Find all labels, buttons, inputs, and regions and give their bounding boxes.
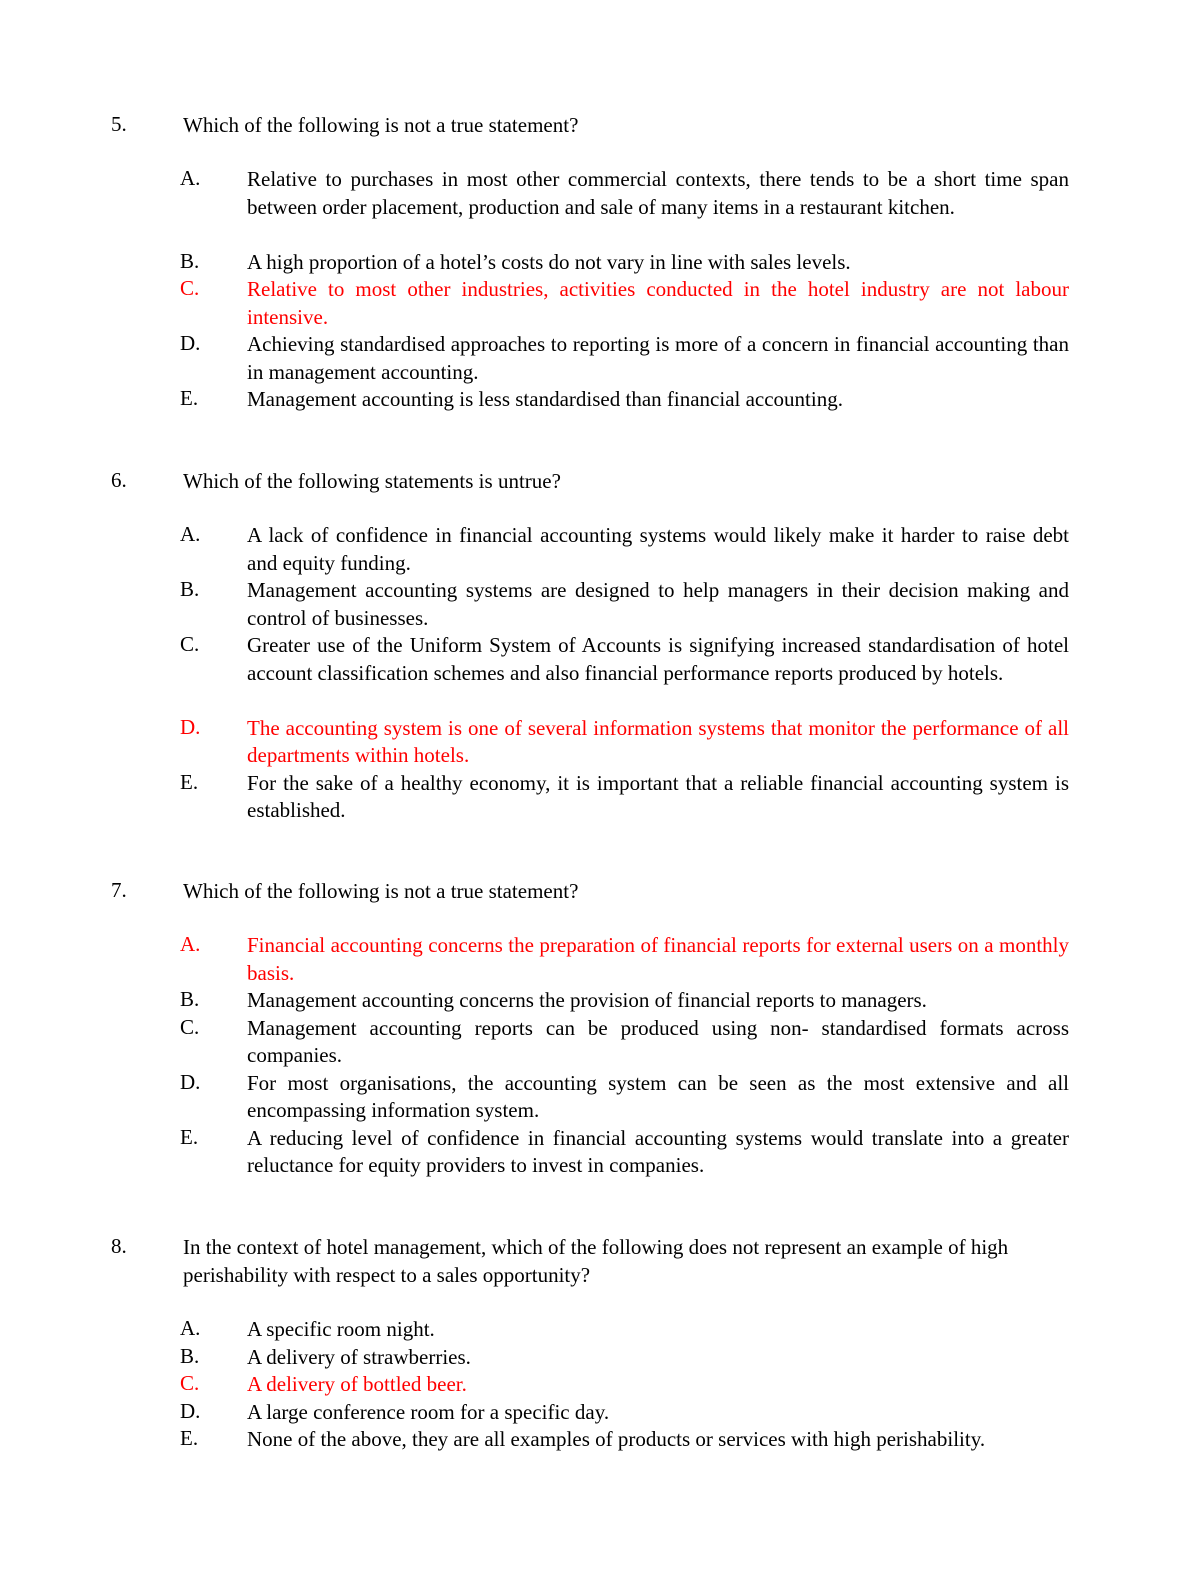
option-text: The accounting system is one of several information systems that monitor the performance of all departments within hotels. [247,715,1069,767]
option-letter: A. [180,166,201,190]
option-text: Relative to most other industries, activities conducted in the hotel industry are not labour intensive. [247,277,1069,329]
option-text: Management accounting concerns the provision of financial reports to managers. [247,988,927,1012]
option-letter: E. [180,1124,199,1149]
option-letter: C. [180,1371,200,1395]
option-letter: D. [180,714,201,739]
question-text: Which of the following is not a true statement? [183,879,579,903]
option-text: Financial accounting concerns the preparation of financial reports for external users on a monthly basis. [247,933,1069,985]
question-text: Which of the following is not a true statement? [183,113,579,137]
option-letter: E. [180,386,199,410]
option-letter: A. [180,932,201,956]
question-number: 8. [111,1234,127,1258]
option-letter: B. [180,987,200,1011]
option-letter: D. [180,1398,201,1423]
option-letter: D. [180,331,201,355]
option-letter: C. [180,1014,200,1039]
option-letter: B. [180,1343,200,1368]
option-text: For most organisations, the accounting system can be seen as the most extensive and all encompassing information system. [247,1070,1069,1122]
option-letter: E. [180,769,199,794]
option-text: A high proportion of a hotel’s costs do not vary in line with sales levels. [247,249,851,274]
option-text: None of the above, they are all examples of products or services with high perishability. [247,1427,986,1451]
option-letter: B. [180,577,200,601]
option-text: Management accounting is less standardised than financial accounting. [247,387,843,411]
option-text: A delivery of bottled beer. [247,1372,467,1396]
option-text: A delivery of strawberries. [247,1344,471,1369]
option-text: Greater use of the Uniform System of Accounts is signifying increased standardisation of hotel account classification schemes and also financial performance reports produced by hotels. [247,633,1069,685]
option-letter: C. [180,276,200,300]
option-text: A specific room night. [247,1317,435,1341]
option-letter: A. [180,1316,201,1340]
option-text: Management accounting systems are designed to help managers in their decision making and control of businesses. [247,578,1069,630]
option-text: Relative to purchases in most other commercial contexts, there tends to be a short time span between order placement, production and sale of many items in a restaurant kitchen. [247,167,1069,219]
option-text: A lack of confidence in financial accounting systems would likely make it harder to raise debt and equity funding. [247,523,1069,575]
question-text: Which of the following statements is untrue? [183,469,561,493]
option-text: A large conference room for a specific day. [247,1399,610,1424]
question-text: In the context of hotel management, which of the following does not represent an example of high perishability with respect to a sales opportunity? [183,1235,1009,1287]
option-text: For the sake of a healthy economy, it is important that a reliable financial accounting system is established. [247,770,1069,822]
option-text: A reducing level of confidence in financial accounting systems would translate into a greater reluctance for equity providers to invest in companies. [247,1125,1069,1177]
question-number: 5. [111,112,127,136]
option-letter: A. [180,522,201,546]
question-number: 6. [111,468,127,492]
question-number: 7. [111,878,127,902]
option-text: Management accounting reports can be produced using non- standardised formats across companies. [247,1015,1069,1067]
option-letter: B. [180,248,200,273]
option-letter: C. [180,632,200,656]
option-text: Achieving standardised approaches to reporting is more of a concern in financial accounting than in management accounting. [247,332,1069,384]
option-letter: E. [180,1426,199,1450]
option-letter: D. [180,1069,201,1094]
